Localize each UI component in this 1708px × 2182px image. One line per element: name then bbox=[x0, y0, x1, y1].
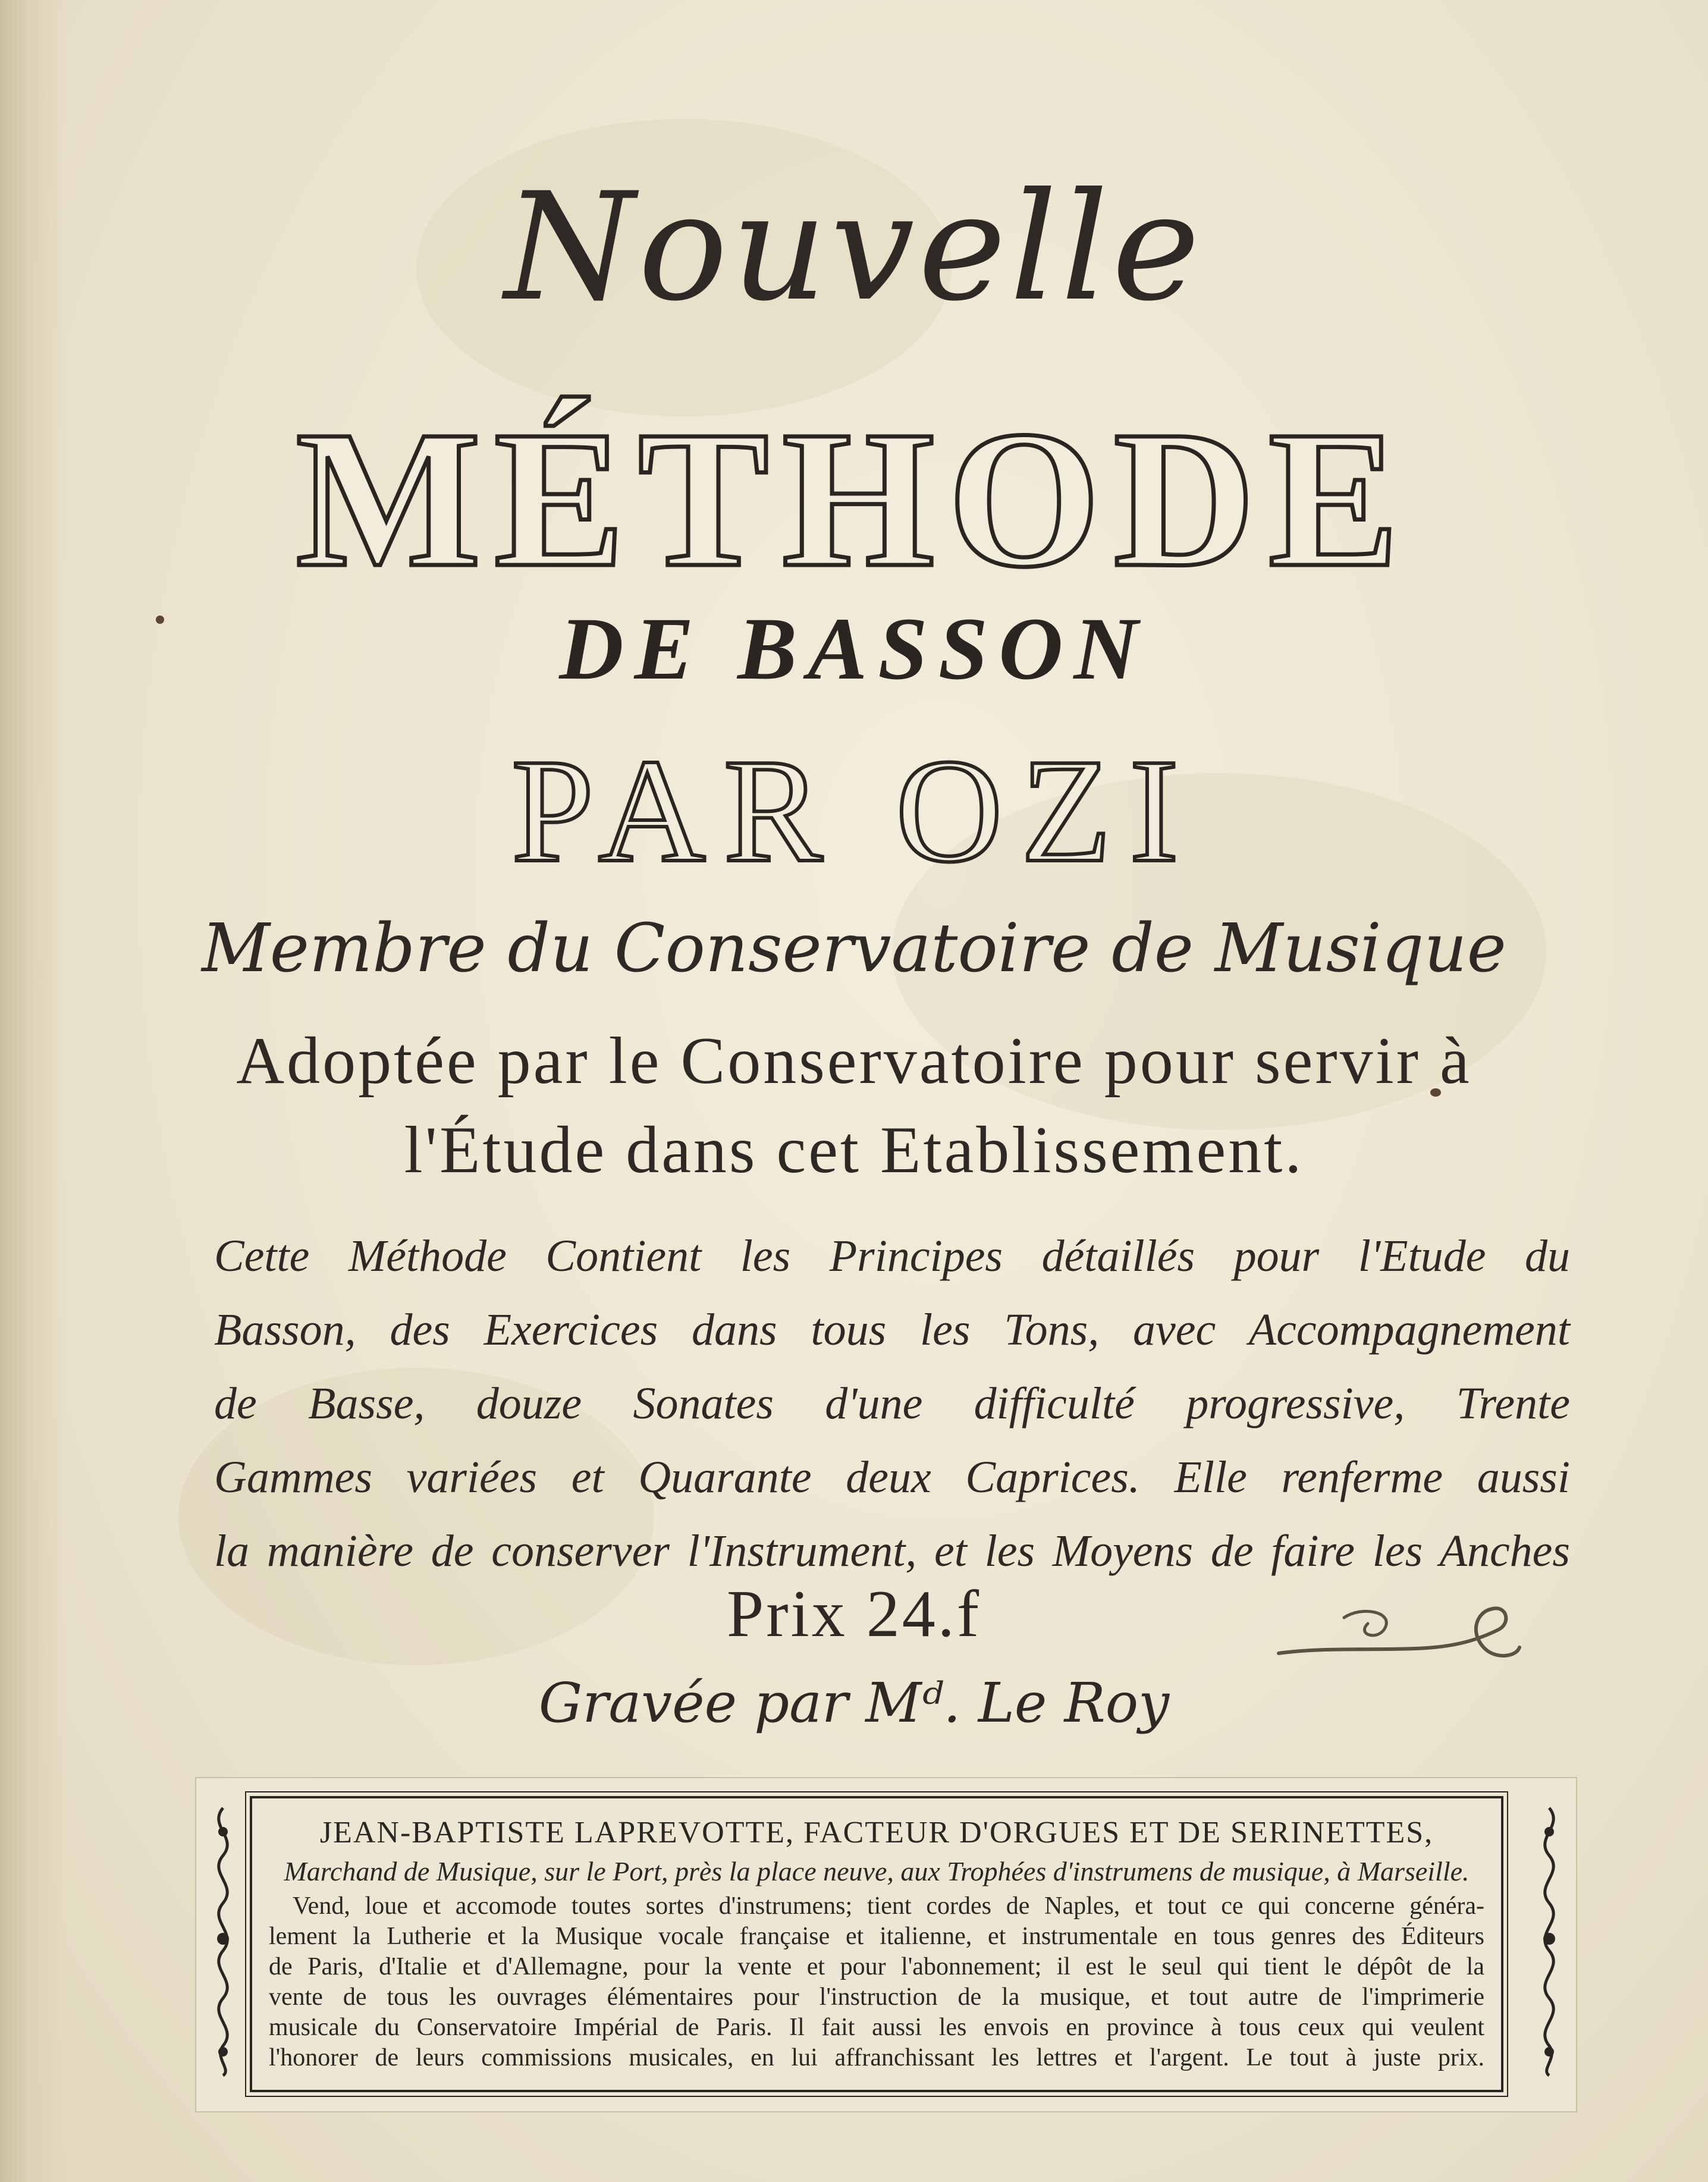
label-line: musicale du Conservatoire Impérial de Paris. Il fait aussi les envois en province à tous ceux qui veulent bbox=[269, 2014, 1484, 2041]
label-line: vente de tous les ouvrages élémentaires pour l'instruction de la musique, et tout autre de l'imprimerie bbox=[269, 1983, 1484, 2011]
title-methode: MÉTHODE bbox=[296, 391, 1412, 608]
label-line: l'honorer de leurs commissions musicales, en lui affranchissant les lettres et l'argent. Le tout à juste prix. bbox=[269, 2044, 1484, 2071]
title-nouvelle: Nouvelle bbox=[504, 161, 1204, 334]
ornament-left-icon bbox=[202, 1802, 244, 2081]
description-line: de Basse, douze Sonates d'une difficulté progressive, Trente bbox=[214, 1379, 1570, 1428]
label-line: Vend, loue et accomode toutes sortes d'instrumens; tient cordes de Naples, et tout ce qui concerne généra- bbox=[293, 1892, 1484, 1920]
dealer-name: JEAN-BAPTISTE LAPREVOTTE, FACTEUR D'ORGUES ET DE SERINETTES, bbox=[319, 1816, 1434, 1850]
method-description bbox=[214, 1219, 1570, 1588]
title-par-ozi: PAR OZI bbox=[511, 729, 1197, 893]
label-line: de Paris, d'Italie et d'Allemagne, pour la vente et pour l'abonnement; il est le seul qui tient le dépôt de la bbox=[269, 1953, 1484, 1980]
title-de-basson: DE BASSON bbox=[559, 599, 1149, 698]
ornament-right-icon bbox=[1528, 1802, 1570, 2081]
engraver-credit: Gravée par Mᵈ. Le Roy bbox=[538, 1671, 1170, 1735]
author-membership: Membre du Conservatoire de Musique bbox=[202, 910, 1506, 987]
description-line: Cette Méthode Contient les Principes détaillés pour l'Etude du bbox=[214, 1231, 1570, 1281]
label-frame bbox=[250, 1796, 1503, 2092]
dealer-label bbox=[196, 1778, 1576, 2111]
adoption-line-2: l'Étude dans cet Etablissement. bbox=[404, 1113, 1304, 1187]
dealer-description bbox=[269, 1891, 1484, 2073]
adoption-line-1: Adoptée par le Conservatoire pour servir à bbox=[236, 1024, 1472, 1098]
description-line: Basson, des Exercices dans tous les Tons, avec Accompagnement bbox=[214, 1305, 1570, 1355]
description-line: Gammes variées et Quarante deux Caprices. Elle renferme aussi bbox=[214, 1452, 1570, 1502]
handwritten-flourish-icon bbox=[1273, 1594, 1522, 1677]
dealer-address: Marchand de Musique, sur le Port, près la place neuve, aux Trophées d'instrumens de musique, à Marseille. bbox=[284, 1856, 1470, 1886]
price: Prix 24.f bbox=[727, 1577, 981, 1651]
description-line: la manière de conserver l'Instrument, et les Moyens de faire les Anches bbox=[214, 1526, 1570, 1576]
label-line: lement la Lutherie et la Musique vocale française et italienne, et instrumentale en tous genres des Éditeurs bbox=[269, 1923, 1484, 1950]
